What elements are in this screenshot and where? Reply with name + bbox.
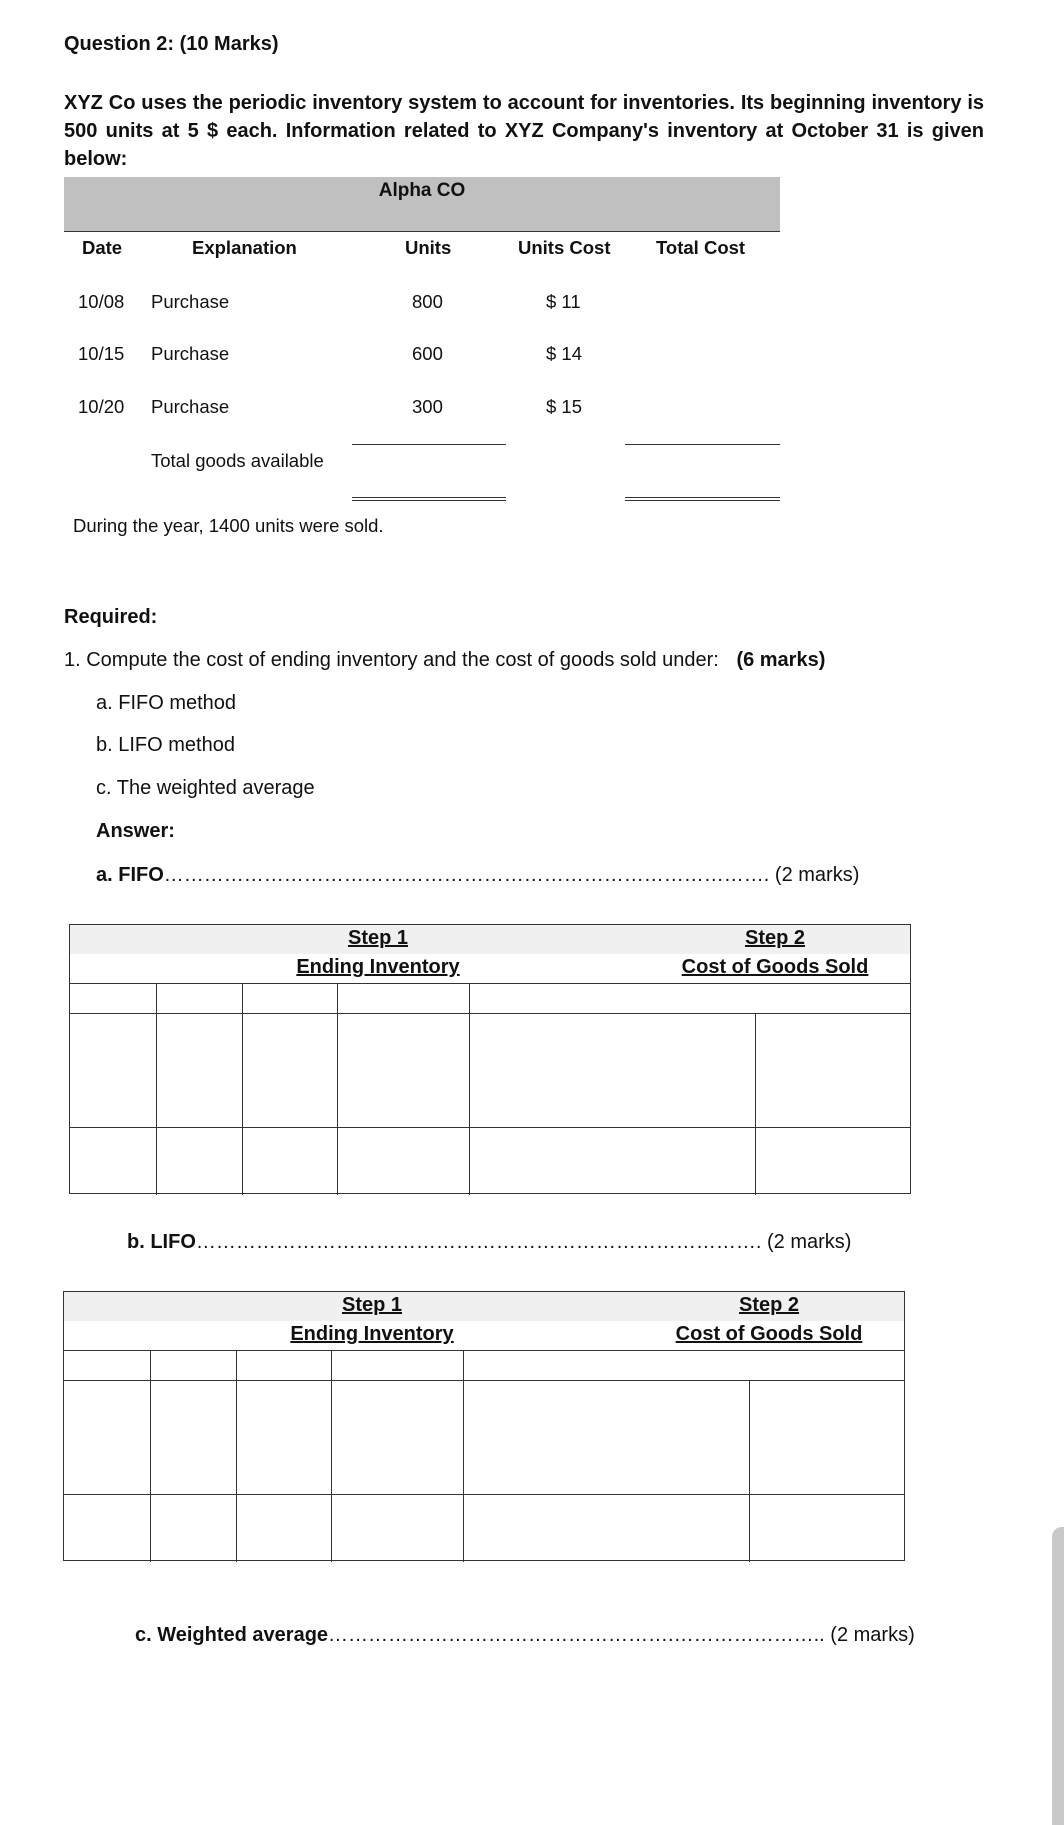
lifo-answer-grid — [63, 1291, 905, 1561]
fifo-answer-grid — [69, 924, 911, 1194]
weighted-dots: …………………………………………….………………….. — [328, 1624, 825, 1646]
row-units: 300 — [412, 396, 443, 417]
row-explanation: Purchase — [151, 343, 230, 364]
fifo-answer-line — [96, 864, 859, 887]
sold-note: During the year, 1400 units were sold. — [73, 515, 384, 536]
option-lifo: b. LIFO method — [96, 734, 235, 756]
col-header-date: Date — [82, 237, 123, 258]
row-unit-cost: $ 15 — [546, 396, 583, 417]
lifo-step1-title: Step 1 — [341, 1294, 403, 1316]
question-intro: XYZ Co uses the periodic inventory system to account for inventories. Its beginning inventory is 500 units at 5 $ each. Information related to XYZ Company's inventory at October 31 is given below: — [64, 92, 984, 170]
weighted-marks: (2 marks) — [830, 1624, 915, 1646]
lifo-dots: …………………………………………………………………………. — [195, 1231, 762, 1253]
weighted-answer-line — [135, 1624, 915, 1647]
question-title: Question 2: (10 Marks) — [64, 33, 279, 55]
col-header-unit-cost: Units Cost — [518, 237, 611, 258]
required-item-1 — [64, 649, 825, 672]
lifo-answer-line — [127, 1231, 851, 1254]
total-goods-label: Total goods available — [151, 450, 324, 471]
row-explanation: Purchase — [151, 291, 230, 312]
row-units: 800 — [412, 291, 443, 312]
required-item-1-text: 1. Compute the cost of ending inventory and the cost of goods sold under: — [64, 649, 719, 671]
lifo-label: b. LIFO — [127, 1231, 196, 1253]
total-cost-subtotal-line — [625, 444, 780, 445]
row-date: 10/20 — [78, 396, 125, 417]
scrollbar-thumb[interactable] — [1052, 1527, 1064, 1825]
fifo-step2-title: Step 2 — [744, 927, 806, 949]
lifo-step1-subtitle: Ending Inventory — [290, 1323, 454, 1345]
option-fifo: a. FIFO method — [96, 692, 237, 714]
fifo-answer-cell[interactable] — [71, 1014, 155, 1126]
units-total-double-line — [352, 497, 506, 501]
fifo-dots: ………………………………………………………………………………. — [163, 864, 770, 886]
required-heading: Required: — [64, 606, 158, 628]
col-header-units: Units — [405, 237, 452, 258]
total-cost-double-line — [625, 497, 780, 501]
row-date: 10/15 — [78, 343, 125, 364]
lifo-marks: (2 marks) — [767, 1231, 852, 1253]
row-explanation: Purchase — [151, 396, 230, 417]
row-date: 10/08 — [78, 291, 125, 312]
answer-heading: Answer: — [96, 820, 175, 842]
row-units: 600 — [412, 343, 443, 364]
fifo-marks: (2 marks) — [774, 864, 860, 886]
row-unit-cost: $ 14 — [546, 343, 583, 364]
fifo-label: a. FIFO — [96, 864, 164, 886]
alpha-table-header — [64, 177, 780, 232]
fifo-step2-subtitle: Cost of Goods Sold — [681, 956, 869, 978]
units-subtotal-line — [352, 444, 506, 445]
required-item-1-marks: (6 marks) — [736, 649, 826, 671]
lifo-step2-subtitle: Cost of Goods Sold — [675, 1323, 863, 1345]
weighted-label: c. Weighted average — [135, 1624, 329, 1646]
option-weighted: c. The weighted average — [96, 777, 315, 799]
row-unit-cost: $ 11 — [546, 291, 581, 312]
col-header-explanation: Explanation — [192, 237, 297, 258]
lifo-step2-title: Step 2 — [738, 1294, 800, 1316]
fifo-step1-subtitle: Ending Inventory — [296, 956, 460, 978]
alpha-table-title: Alpha CO — [378, 180, 466, 201]
fifo-step1-title: Step 1 — [347, 927, 409, 949]
col-header-total-cost: Total Cost — [656, 237, 746, 258]
